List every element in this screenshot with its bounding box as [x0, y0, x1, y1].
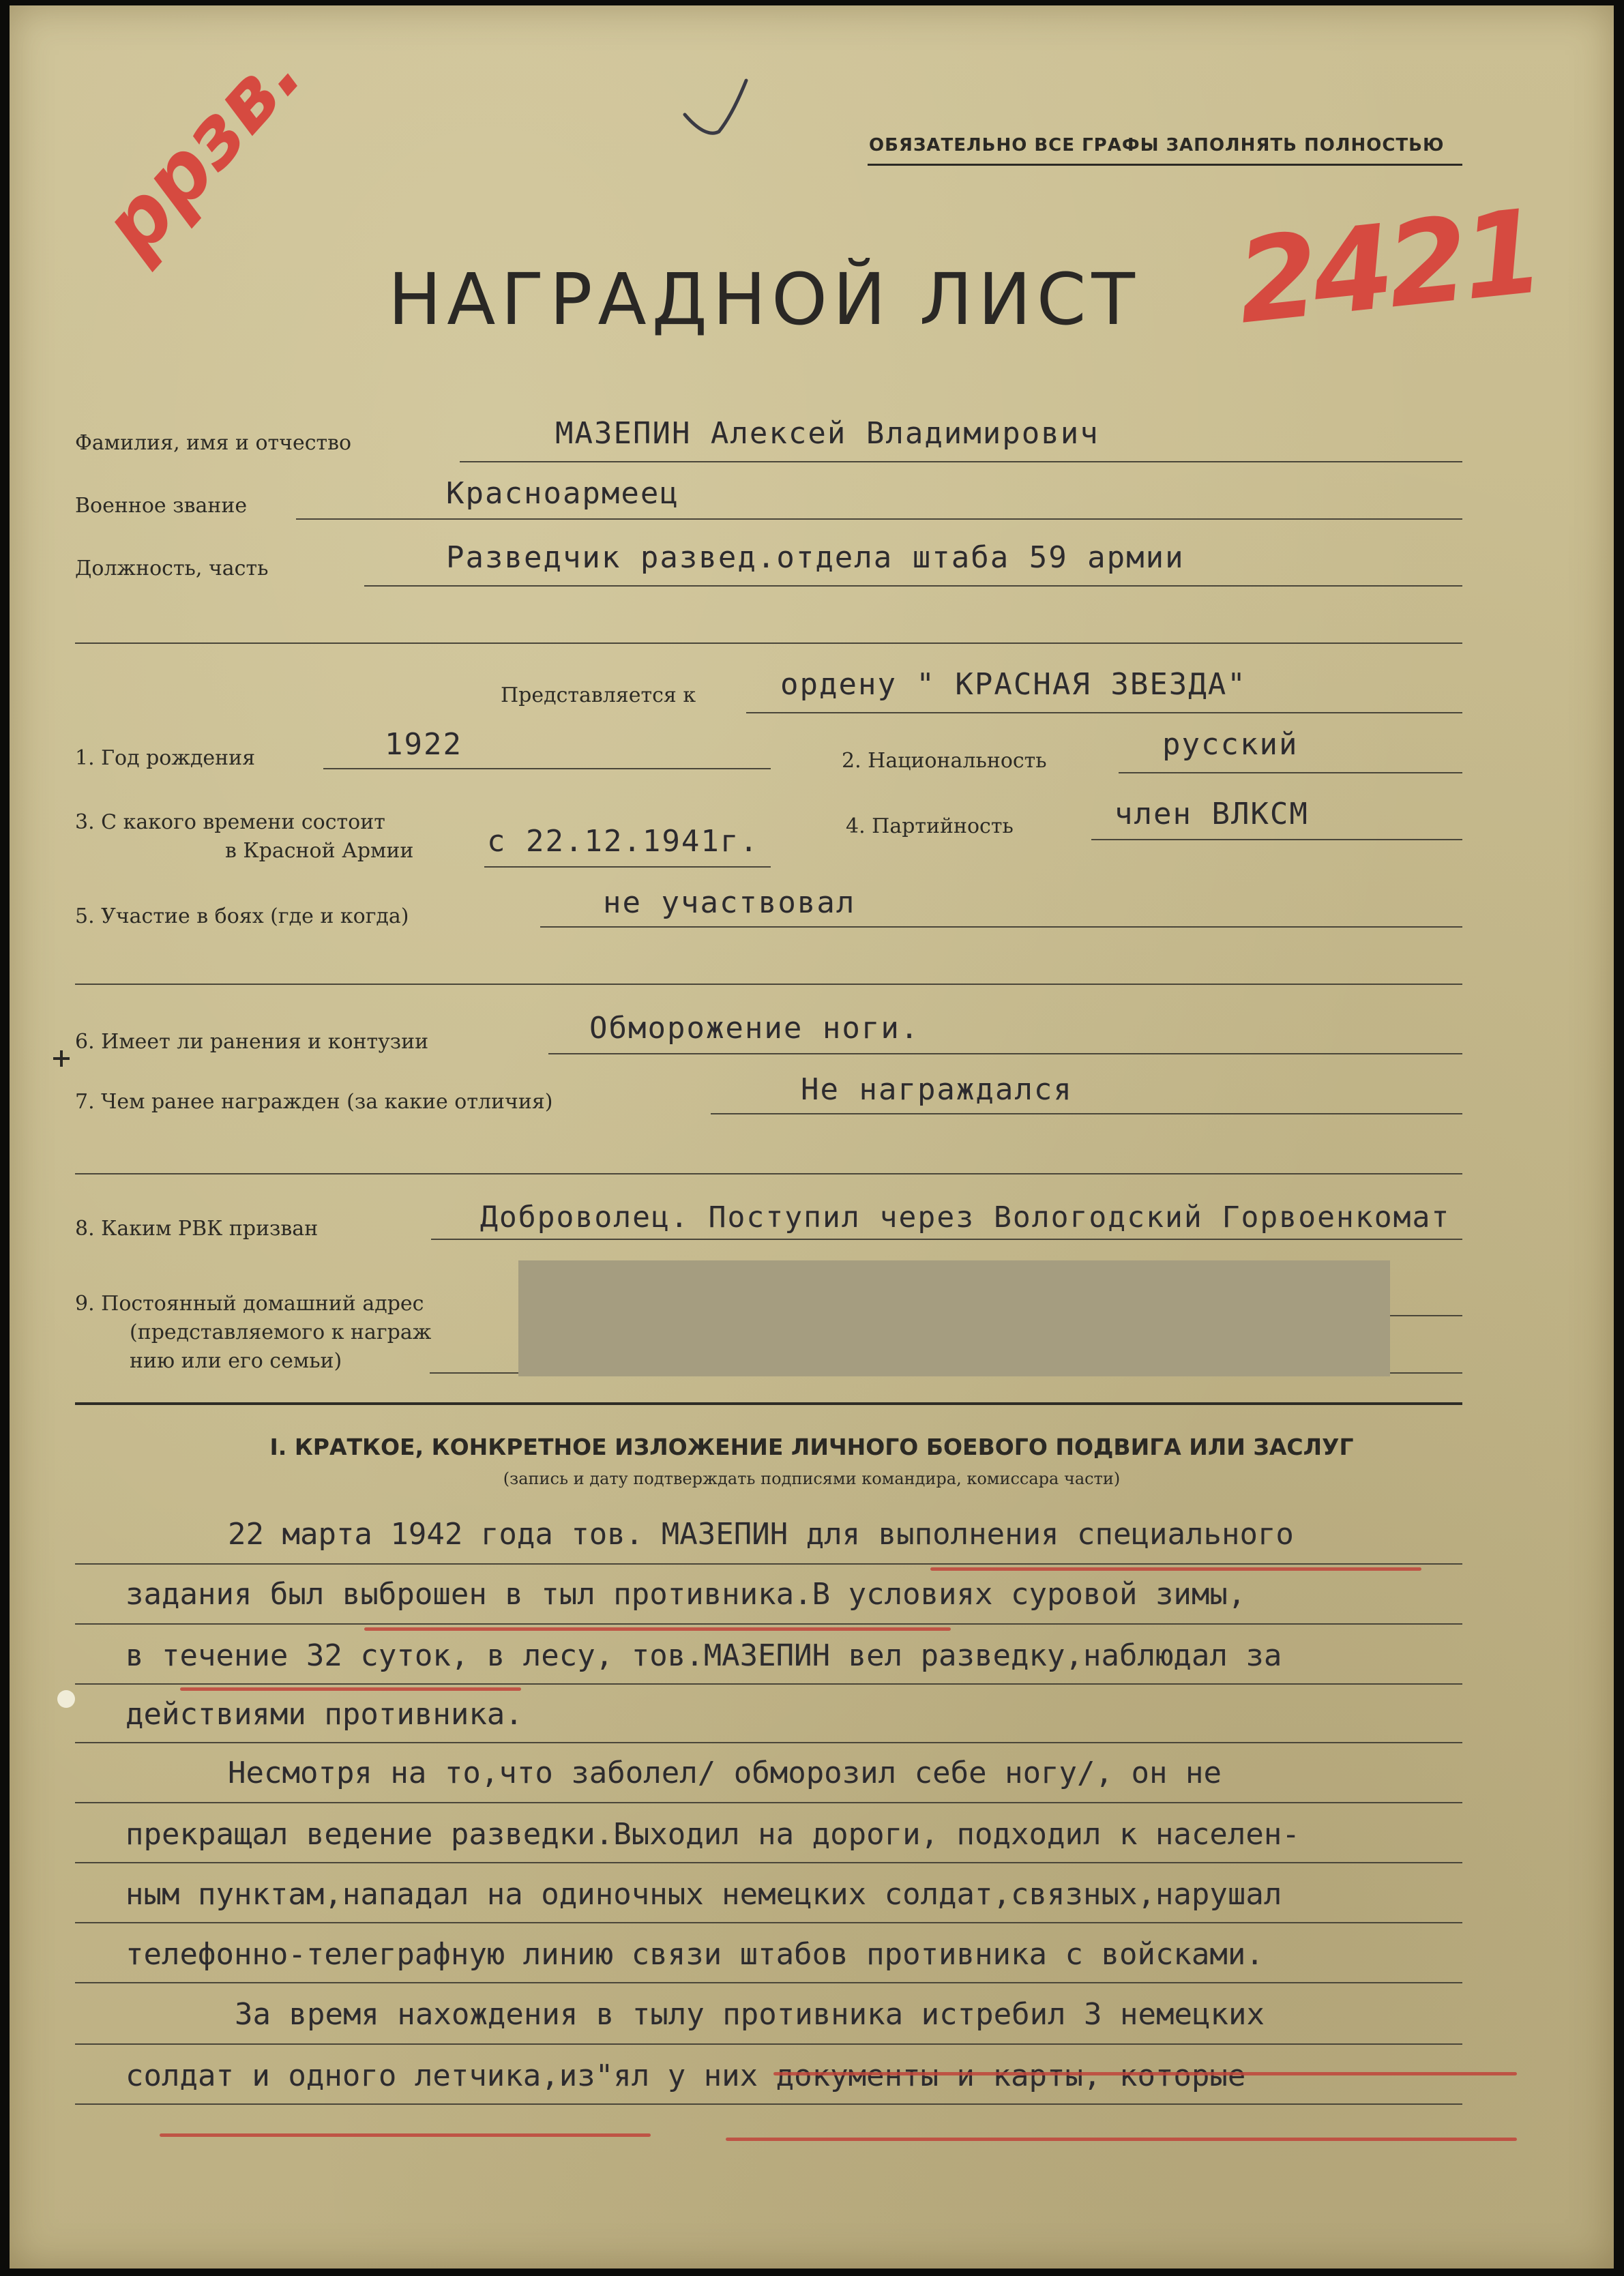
party-label: 4. Партийность — [846, 814, 1014, 838]
fill-all-fields-notice: ОБЯЗАТЕЛЬНО ВСЕ ГРАФЫ ЗАПОЛНЯТЬ ПОЛНОСТЬЮ — [869, 135, 1445, 156]
address-label-3: нию или его семьи) — [130, 1349, 342, 1373]
service-since-value: с 22.12.1941г. — [487, 824, 759, 859]
award-sheet — [10, 5, 1614, 2268]
red-underline — [726, 2138, 1517, 2141]
narrative-line: действиями противника. — [126, 1697, 523, 1732]
narrative-line: Несмотря на то,что заболел/ обморозил себе ногу/, он не — [228, 1756, 1222, 1790]
rvk-label: 8. Каким РВК призван — [75, 1217, 319, 1241]
rvk-line — [431, 1239, 1462, 1240]
party-value: член ВЛКСМ — [1114, 797, 1309, 831]
wounds-value: Обморожение ноги. — [589, 1011, 920, 1046]
narrative-rule — [75, 1683, 1462, 1685]
narrative-line: в течение 32 суток, в лесу, тов.МАЗЕПИН вел разведку,наблюдал за — [126, 1638, 1282, 1673]
award-line — [746, 712, 1462, 713]
narrative-rule — [75, 1922, 1462, 1923]
narrative-rule — [75, 1563, 1462, 1565]
red-pencil-number: 2421 — [1230, 184, 1545, 351]
rank-line — [296, 518, 1462, 520]
nationality-label: 2. Национальность — [842, 749, 1047, 773]
rank-label: Военное звание — [75, 494, 248, 518]
narrative-line: задания был выброшен в тыл противника.В условиях суровой зимы, — [126, 1577, 1246, 1612]
battles-label: 5. Участие в боях (где и когда) — [75, 904, 409, 928]
narrative-rule — [75, 1862, 1462, 1863]
red-underline — [160, 2133, 651, 2137]
battles-extra-line — [75, 984, 1462, 985]
section-divider — [75, 1402, 1462, 1405]
narrative-rule — [75, 1623, 1462, 1625]
service-since-label-2: в Красной Армии — [225, 839, 414, 863]
battles-value: не участвовал — [603, 885, 856, 920]
red-underline — [773, 2072, 1517, 2075]
wounds-label: 6. Имеет ли ранения и контузии — [75, 1030, 429, 1054]
narrative-rule — [75, 1742, 1462, 1743]
narrative-line: 22 марта 1942 года тов. МАЗЕПИН для выполнения специального — [228, 1517, 1294, 1552]
address-label-2: (представляемого к награж — [130, 1320, 432, 1344]
birth-year-line — [323, 768, 771, 769]
address-label-1: 9. Постоянный домашний адрес — [75, 1292, 424, 1316]
position-label: Должность, часть — [75, 557, 269, 580]
narrative-line: ным пунктам,нападал на одиночных немецких солдат,связных,нарушал — [126, 1877, 1282, 1912]
redaction-block — [518, 1260, 1390, 1376]
full-name-line — [460, 461, 1462, 462]
red-underline — [364, 1627, 951, 1631]
nationality-value: русский — [1162, 727, 1299, 762]
position-extra-line — [75, 642, 1462, 644]
full-name-value: МАЗЕПИН Алексей Владимирович — [555, 416, 1099, 451]
award-value: ордену " КРАСНАЯ ЗВЕЗДА" — [780, 667, 1247, 702]
narrative-line: солдат и одного летчика,из"ял у них документы и карты, которые — [126, 2058, 1246, 2093]
prior-awards-extra-line — [75, 1173, 1462, 1174]
narrative-rule — [75, 1982, 1462, 1983]
prior-awards-label: 7. Чем ранее награжден (за какие отличия) — [75, 1090, 553, 1114]
full-name-label: Фамилия, имя и отчество — [75, 431, 352, 455]
narrative-line: За время нахождения в тылу противника истребил 3 немецких — [235, 1997, 1265, 2032]
birth-year-value: 1922 — [385, 727, 462, 762]
nationality-line — [1119, 772, 1462, 773]
section-subheading: (запись и дату подтверждать подписями командира, комиссара части) — [503, 1469, 1121, 1488]
narrative-line: телефонно-телеграфную линию связи штабов противника с войсками. — [126, 1937, 1264, 1972]
narrative-rule — [75, 1802, 1462, 1803]
narrative-rule — [75, 2103, 1462, 2105]
margin-star-icon — [52, 1049, 71, 1068]
birth-year-label: 1. Год рождения — [75, 746, 256, 770]
notice-underline — [868, 164, 1462, 166]
red-underline — [180, 1687, 521, 1691]
pencil-checkmark-icon — [678, 74, 760, 149]
battles-line — [540, 926, 1462, 928]
position-value: Разведчик развед.отдела штаба 59 армии — [446, 540, 1185, 575]
award-label: Представляется к — [501, 683, 696, 707]
page-title: НАГРАДНОЙ ЛИСТ — [388, 258, 1140, 341]
red-pencil-note-left: ррзв. — [85, 26, 321, 274]
rvk-value: Доброволец. Поступил через Вологодский Горвоенкомат — [480, 1200, 1451, 1235]
prior-awards-line — [711, 1113, 1462, 1114]
red-underline — [930, 1567, 1421, 1571]
position-line — [364, 585, 1462, 587]
wounds-line — [548, 1053, 1462, 1054]
margin-hole-icon — [57, 1690, 75, 1708]
section-heading: I. КРАТКОЕ, КОНКРЕТНОЕ ИЗЛОЖЕНИЕ ЛИЧНОГО БОЕВОГО ПОДВИГА ИЛИ ЗАСЛУГ — [269, 1434, 1354, 1460]
party-line — [1091, 839, 1462, 840]
narrative-rule — [75, 2043, 1462, 2045]
prior-awards-value: Не награждался — [801, 1072, 1073, 1107]
service-since-label-1: 3. С какого времени состоит — [75, 810, 385, 834]
rank-value: Красноармеец — [446, 476, 679, 511]
narrative-line: прекращал ведение разведки.Выходил на дороги, подходил к населен- — [126, 1817, 1300, 1852]
service-since-line — [484, 866, 771, 868]
